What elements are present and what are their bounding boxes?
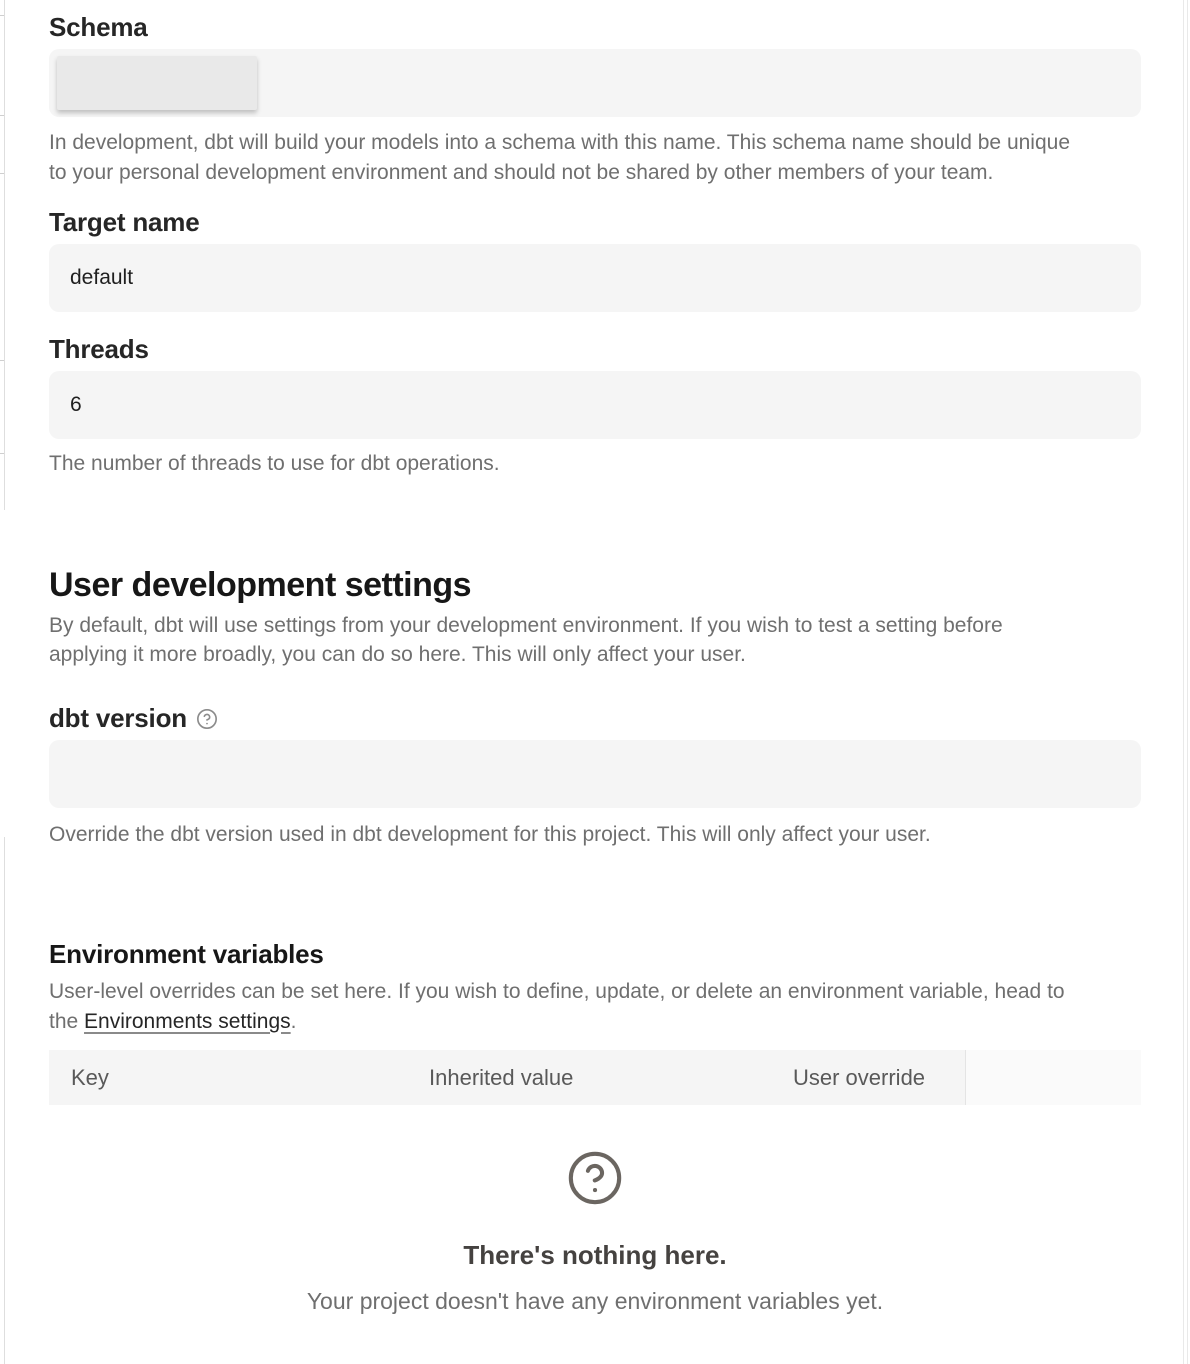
target-name-input[interactable]: [49, 244, 1141, 312]
dbt-version-input[interactable]: [49, 740, 1141, 808]
empty-state-subtitle: Your project doesn't have any environment variables yet.: [306, 1288, 884, 1314]
redacted-schema-value: [57, 56, 257, 110]
column-header-actions-spacer: [965, 1050, 1141, 1105]
env-vars-table-header: [49, 1050, 1141, 1105]
left-panel-separator: [0, 115, 4, 116]
schema-field: [49, 12, 1141, 187]
environment-variables-title: Environment variables: [49, 939, 324, 969]
left-panel-separator: [0, 15, 4, 16]
left-panel-separator: [0, 360, 4, 361]
column-header-inherited-value: Inherited value: [429, 1064, 574, 1090]
threads-input[interactable]: [49, 371, 1141, 439]
environment-variables-description: [49, 977, 1079, 1036]
left-panel-separator: [0, 173, 4, 174]
left-panel-separator: [0, 453, 4, 454]
question-circle-icon[interactable]: [196, 708, 218, 730]
dbt-version-label-row: [49, 703, 1141, 733]
environment-variables-section: [49, 937, 1141, 1316]
schema-description: In development, dbt will build your models into a schema with this name. This schema name should be unique to your personal development environment and should not be shared by other members of your team.: [49, 131, 1071, 184]
threads-label: Threads: [49, 334, 149, 364]
environments-settings-link[interactable]: Environments settings: [84, 1009, 291, 1033]
target-name-label: Target name: [49, 207, 200, 237]
user-development-settings-section: [49, 565, 1141, 850]
env-vars-empty-state: [49, 1105, 1141, 1316]
left-panel-edge: [4, 837, 5, 1364]
target-name-field: [49, 207, 1141, 312]
schema-input[interactable]: [49, 49, 1141, 117]
description-prefix: User-level overrides can be set here. If you wish to define, update, or delete an environment variable, head to the: [49, 980, 1065, 1033]
description-suffix: .: [290, 1009, 297, 1033]
left-panel-edge: [4, 0, 5, 510]
column-header-key: Key: [71, 1064, 109, 1090]
user-development-settings-description: By default, dbt will use settings from your development environment. If you wish to test a setting before applying it more broadly, you can do so here. This will only affect your user.: [49, 613, 1003, 666]
threads-description: The number of threads to use for dbt operations.: [49, 452, 500, 475]
column-header-user-override: User override: [793, 1064, 926, 1090]
user-development-settings-title: User development settings: [49, 565, 472, 604]
empty-state-title: There's nothing here.: [463, 1240, 727, 1270]
dbt-version-label: dbt version: [49, 702, 187, 733]
threads-field: [49, 334, 1141, 479]
dbt-version-description: Override the dbt version used in dbt development for this project. This will only affect your user.: [49, 822, 931, 846]
scrollbar-gutter[interactable]: [1183, 0, 1188, 1364]
schema-label: Schema: [49, 12, 148, 42]
question-circle-icon: [566, 1194, 624, 1211]
